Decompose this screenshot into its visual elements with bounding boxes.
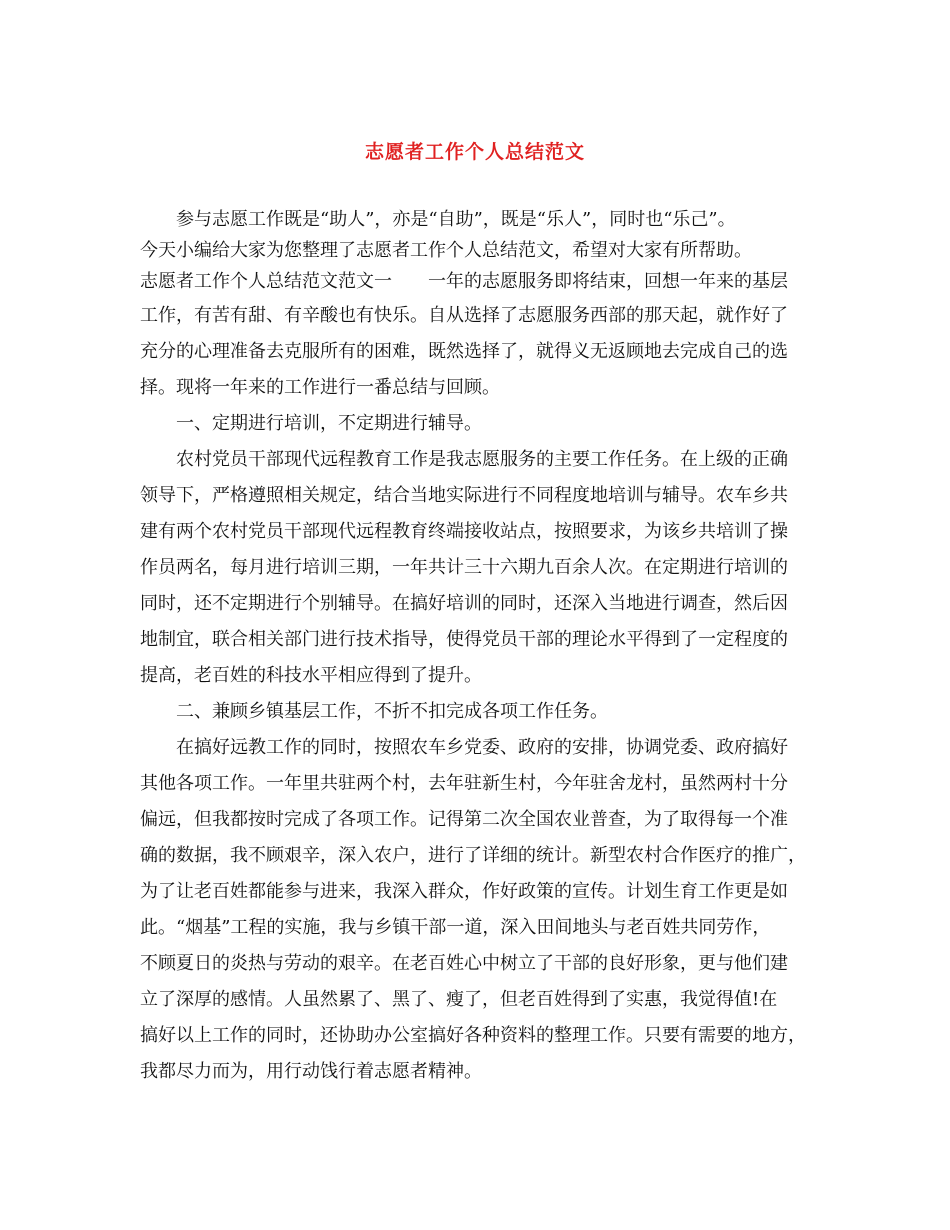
body-line: 作员两名，每月进行培训三期，一年共计三十六期九百余人次。在定期进行培训的 xyxy=(140,557,788,578)
body-line: 今天小编给大家为您整理了志愿者工作个人总结范文，希望对大家有所帮助。 xyxy=(140,240,752,261)
body-line: 领导下，严格遵照相关规定，结合当地实际进行不同程度地培训与辅导。农车乡共 xyxy=(140,485,788,506)
section-heading: 二、兼顾乡镇基层工作，不折不扣完成各项工作任务。 xyxy=(140,701,608,722)
body-line: 偏远，但我都按时完成了各项工作。记得第二次全国农业普查，为了取得每一个准 xyxy=(140,809,788,830)
body-line: 在搞好远教工作的同时，按照农车乡党委、政府的安排，协调党委、政府搞好 xyxy=(140,737,788,758)
section-heading: 一、定期进行培训，不定期进行辅导。 xyxy=(140,413,482,434)
body-line: 建有两个农村党员干部现代远程教育终端接收站点，按照要求，为该乡共培训了操 xyxy=(140,521,788,542)
body-line: 农村党员干部现代远程教育工作是我志愿服务的主要工作任务。在上级的正确 xyxy=(140,449,788,470)
body-line: 同时，还不定期进行个别辅导。在搞好培训的同时，还深入当地进行调查，然后因 xyxy=(140,593,788,614)
body-line: 择。现将一年来的工作进行一番总结与回顾。 xyxy=(140,377,500,398)
body-line: 其他各项工作。一年里共驻两个村，去年驻新生村，今年驻舍龙村，虽然两村十分 xyxy=(140,773,788,794)
body-line: 立了深厚的感情。人虽然累了、黑了、瘦了，但老百姓得到了实惠，我觉得值!在 xyxy=(140,989,778,1010)
body-line: 确的数据，我不顾艰辛，深入农户，进行了详细的统计。新型农村合作医疗的推广， xyxy=(140,845,806,866)
document-title: 志愿者工作个人总结范文 xyxy=(364,141,585,163)
body-line: 充分的心理准备去克服所有的困难，既然选择了，就得义无返顾地去完成自己的选 xyxy=(140,341,788,362)
body-line: 搞好以上工作的同时，还协助办公室搞好各种资料的整理工作。只要有需要的地方， xyxy=(140,1025,806,1046)
body-line: 此。“烟基”工程的实施，我与乡镇干部一道，深入田间地头与老百姓共同劳作， xyxy=(140,917,771,938)
body-line: 志愿者工作个人总结范文范文一 一年的志愿服务即将结束，回想一年来的基层 xyxy=(140,271,788,292)
body-line: 地制宜，联合相关部门进行技术指导，使得党员干部的理论水平得到了一定程度的 xyxy=(140,629,788,650)
body-line: 我都尽力而为，用行动饯行着志愿者精神。 xyxy=(140,1061,482,1082)
body-line: 参与志愿工作既是“助人”，亦是“自助”，既是“乐人”，同时也“乐己”。 xyxy=(140,209,736,230)
body-line: 为了让老百姓都能参与进来，我深入群众，作好政策的宣传。计划生育工作更是如 xyxy=(140,881,788,902)
body-line: 工作，有苦有甜、有辛酸也有快乐。自从选择了志愿服务西部的那天起，就作好了 xyxy=(140,305,788,326)
body-line: 提高，老百姓的科技水平相应得到了提升。 xyxy=(140,665,482,686)
body-line: 不顾夏日的炎热与劳动的艰辛。在老百姓心中树立了干部的良好形象，更与他们建 xyxy=(140,953,788,974)
